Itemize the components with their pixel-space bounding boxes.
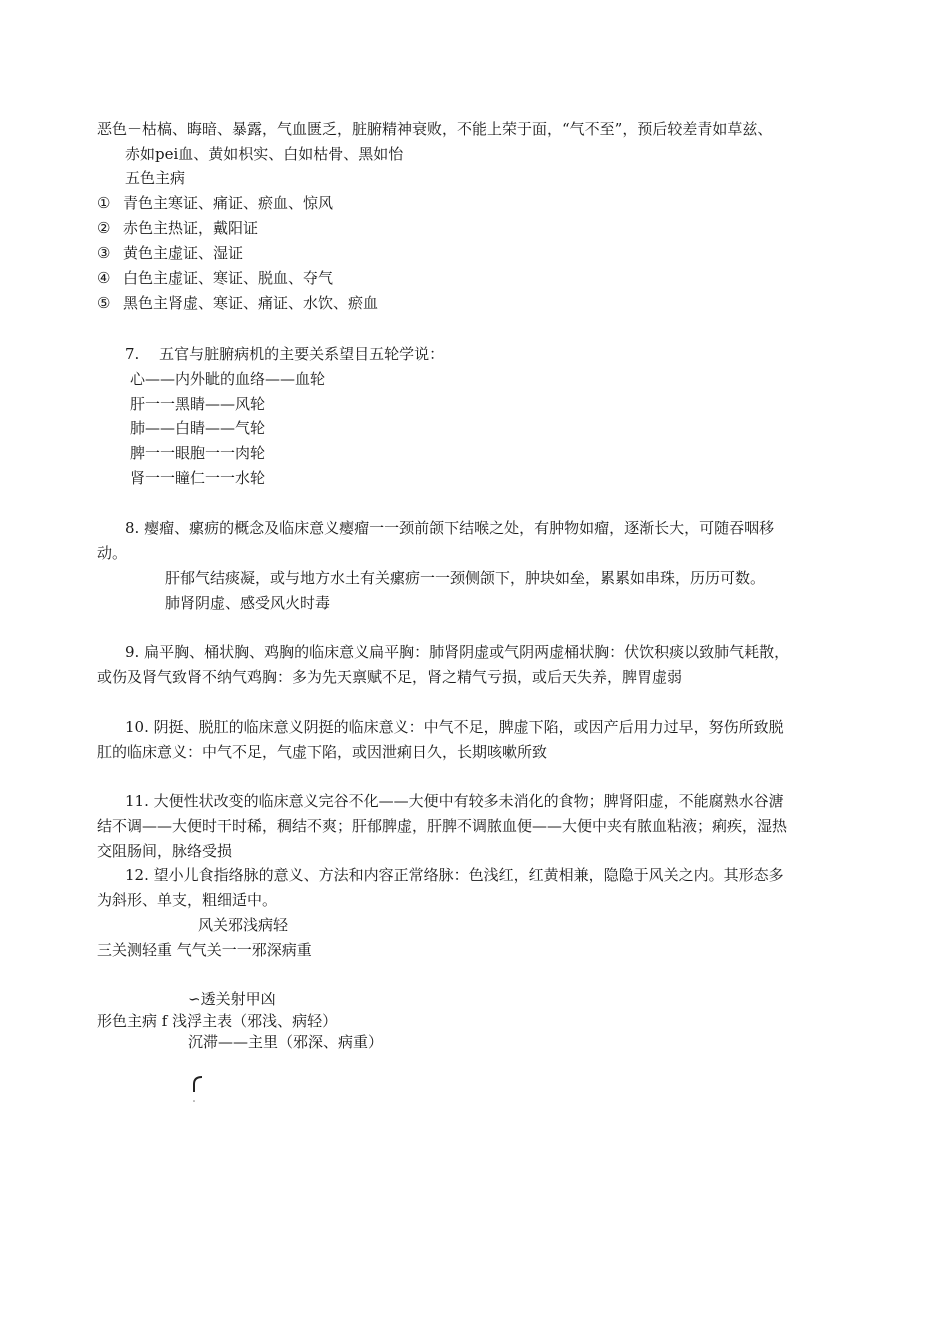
list-number: ① <box>97 194 111 212</box>
section-heading: 12. 望小儿食指络脉的意义、方法和内容正常络脉：色浅红，红黄相兼，隐隐于风关之内。其形态多 <box>125 866 784 884</box>
section-label: 五色主病 <box>125 169 186 187</box>
list-item <box>97 268 333 288</box>
section-heading: 10. 阴挺、脱肛的临床意义阴挺的临床意义：中气不足，脾虚下陷，或因产后用力过早，努伤所致脱 <box>125 718 784 736</box>
list-item <box>97 243 243 263</box>
section-heading: 9. 扁平胸、桶状胸、鸡胸的临床意义扁平胸：肺肾阴虚或气阴两虚桶状胸：伏饮积痰以致肺气耗散， <box>125 643 790 661</box>
list-number: ④ <box>97 269 111 287</box>
list-item <box>97 193 333 213</box>
text-line: 肺——白睛——气轮 <box>130 419 266 437</box>
text-line: 肾一一瞳仁一一水轮 <box>130 469 266 487</box>
list-text: 黑色主肾虚、寒证、痛证、水饮、瘀血 <box>123 294 379 312</box>
section-heading: 11. 大便性状改变的临床意义完谷不化——大便中有较多未消化的食物；脾肾阳虚，不能腐熟水谷溏 <box>125 792 784 810</box>
text-line: 交阻肠间，脉络受损 <box>97 842 233 860</box>
brace-mark-icon <box>190 1074 204 1104</box>
section-heading: 8. 瘿瘤、瘰疬的概念及临床意义瘿瘤一一颈前颌下结喉之处，有肿物如瘤，逐渐长大，可随吞咽移 <box>125 519 775 537</box>
text-line: 动。 <box>97 544 128 562</box>
list-text: 赤色主热证，戴阳证 <box>123 219 259 237</box>
list-number: ② <box>97 219 111 237</box>
text-line: 结不调——大便时干时稀，稠结不爽；肝郁脾虚，肝脾不调脓血便——大便中夹有脓血粘液；痢疾，湿热 <box>97 817 788 835</box>
text-line: 恶色－枯槁、晦暗、暴露，气血匮乏，脏腑精神衰败，不能上荣于面，“气不至”，预后较差青如草兹、 <box>97 120 773 138</box>
section-heading: 7. 五官与脏腑病机的主要关系望目五轮学说： <box>125 345 445 363</box>
list-number: ⑤ <box>97 294 111 312</box>
text-line: 心——内外眦的血络——血轮 <box>130 370 326 388</box>
diagram-label: ∽透关射甲凶 <box>188 990 276 1008</box>
diagram-label: 三关测轻重 气气关一一邪深病重 <box>97 941 312 959</box>
text-line: 肺肾阴虚、感受风火时毒 <box>165 594 331 612</box>
diagram-label: 风关邪浅病轻 <box>198 916 289 934</box>
list-text: 黄色主虚证、湿证 <box>123 244 244 262</box>
text-line: 为斜形、单支，粗细适中。 <box>97 891 278 909</box>
text-line: 脾一一眼胞一一肉轮 <box>130 444 266 462</box>
list-item <box>97 293 378 313</box>
text-line: 或伤及肾气致肾不纳气鸡胸：多为先天禀赋不足，肾之精气亏损，或后天失养，脾胃虚弱 <box>97 668 683 686</box>
text-line: 肛的临床意义：中气不足，气虚下陷，或因泄痢日久，长期咳嗽所致 <box>97 743 548 761</box>
list-number: ③ <box>97 244 111 262</box>
text-line: 肝一一黑睛——风轮 <box>130 395 266 413</box>
diagram-label: 沉滞——主里（邪深、病重） <box>188 1033 384 1051</box>
list-text: 白色主虚证、寒证、脱血、夺气 <box>123 269 334 287</box>
text-line: 赤如pei血、黄如枳实、白如枯骨、黑如怡 <box>125 145 404 163</box>
list-text: 青色主寒证、痛证、瘀血、惊风 <box>123 194 334 212</box>
diagram-label: 形色主病 f 浅浮主表（邪浅、病轻） <box>97 1012 338 1030</box>
text-line: 肝郁气结痰凝，或与地方水土有关瘰疬一一颈侧颌下，肿块如垒，累累如串珠，历历可数。 <box>165 569 766 587</box>
list-item <box>97 218 258 238</box>
